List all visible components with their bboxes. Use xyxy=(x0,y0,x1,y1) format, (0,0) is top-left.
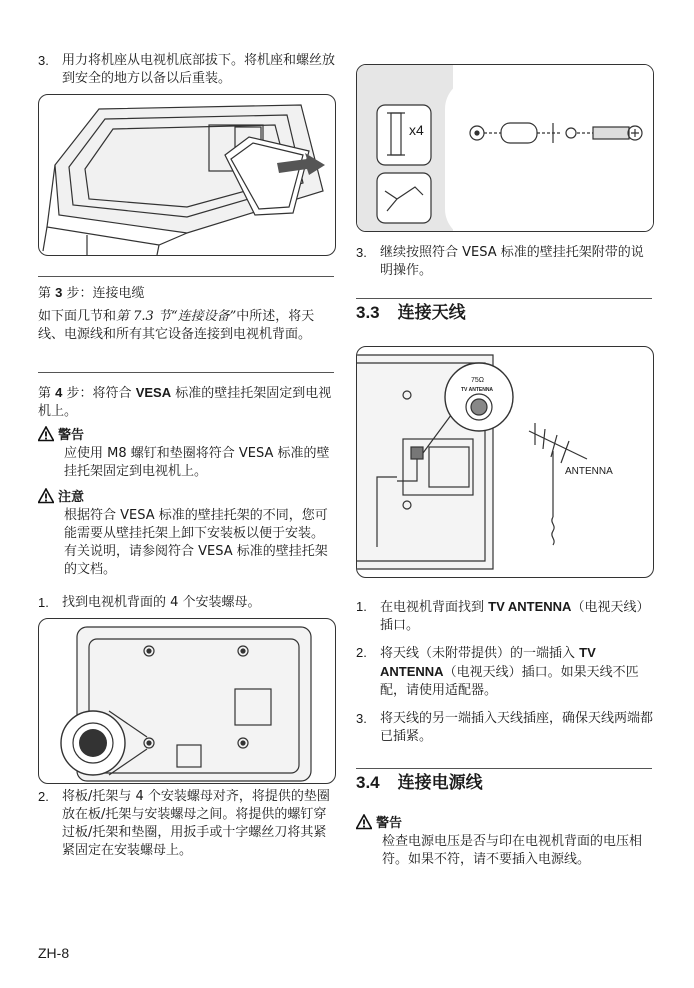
list-item: 1. 在电视机背面找到 TV ANTENNA（电视天线）插口。 xyxy=(356,599,650,633)
divider xyxy=(356,768,652,769)
divider xyxy=(38,372,334,373)
step-heading: 第 4 步：将符合 VESA 标准的壁挂托架固定到电视机上。 xyxy=(38,385,332,419)
antenna-illustration xyxy=(357,347,653,577)
list-item: 2. 将板/托架与 4 个安装螺母对齐，将提供的垫圈放在板/托架与安装螺母之间。将提供的螺钉穿过板/托架和垫圈，用扳手或十字螺丝刀将其紧紧固定在安装螺母上。 xyxy=(38,789,330,858)
quantity-label: x4 xyxy=(409,122,424,138)
port-label: TV ANTENNA xyxy=(461,387,494,393)
tv-back-illustration xyxy=(39,619,335,783)
cross-reference-link[interactable]: 第 7.3 节“连接设备” xyxy=(116,309,237,324)
tv-back-nuts-figure xyxy=(38,618,336,784)
warning-icon xyxy=(356,814,372,830)
page-number: ZH-8 xyxy=(38,945,70,961)
step-heading: 第 3 步：连接电缆 xyxy=(38,285,145,301)
divider xyxy=(38,276,334,277)
screw-illustration xyxy=(357,65,653,231)
warning-block: 警告 检查电源电压是否与印在电视机背面的电压相符。如果不符，请不要插入电源线。 xyxy=(356,814,656,869)
list-item: 3. 继续按照符合 VESA 标准的壁挂托架附带的说明操作。 xyxy=(356,245,644,278)
tv-base-illustration xyxy=(39,95,335,255)
wall-mount-screw-figure xyxy=(356,64,654,232)
section-heading: 3.3 连接天线 xyxy=(356,303,466,323)
list-item: 3. 用力将机座从电视机底部拔下。将机座和螺丝放到安全的地方以备以后重装。 xyxy=(38,53,336,86)
caution-icon xyxy=(38,488,54,504)
list-item: 3. 将天线的另一端插入天线插座，确保天线两端都已插紧。 xyxy=(356,711,654,744)
warning-icon xyxy=(38,426,54,442)
impedance-label: 75Ω xyxy=(471,377,485,384)
antenna-label: ANTENNA xyxy=(565,466,613,477)
antenna-connection-figure xyxy=(356,346,654,578)
tv-base-removal-figure xyxy=(38,94,336,256)
list-item: 1. 找到电视机背面的 4 个安装螺母。 xyxy=(38,595,261,610)
step-paragraph: 如下面几节和第 7.3 节“连接设备”中所述，将天线、电源线和所有其它设备连接到电视机背面。 xyxy=(38,309,315,342)
list-item: 2. 将天线（未附带提供）的一端插入 TV ANTENNA（电视天线）插口。如果天线不匹配，请使用适配器。 xyxy=(356,645,639,698)
divider xyxy=(356,298,652,299)
warning-block: 警告 应使用 M8 螺钉和垫圈将符合 VESA 标准的壁挂托架固定到电视机上。 xyxy=(38,426,338,481)
section-heading: 3.4 连接电源线 xyxy=(356,773,483,793)
note-block: 注意 根据符合 VESA 标准的壁挂托架的不同，您可能需要从壁挂托架上卸下安装板以便于安装。有关说明，请参阅符合 VESA 标准的壁挂托架的文档。 xyxy=(38,488,338,579)
